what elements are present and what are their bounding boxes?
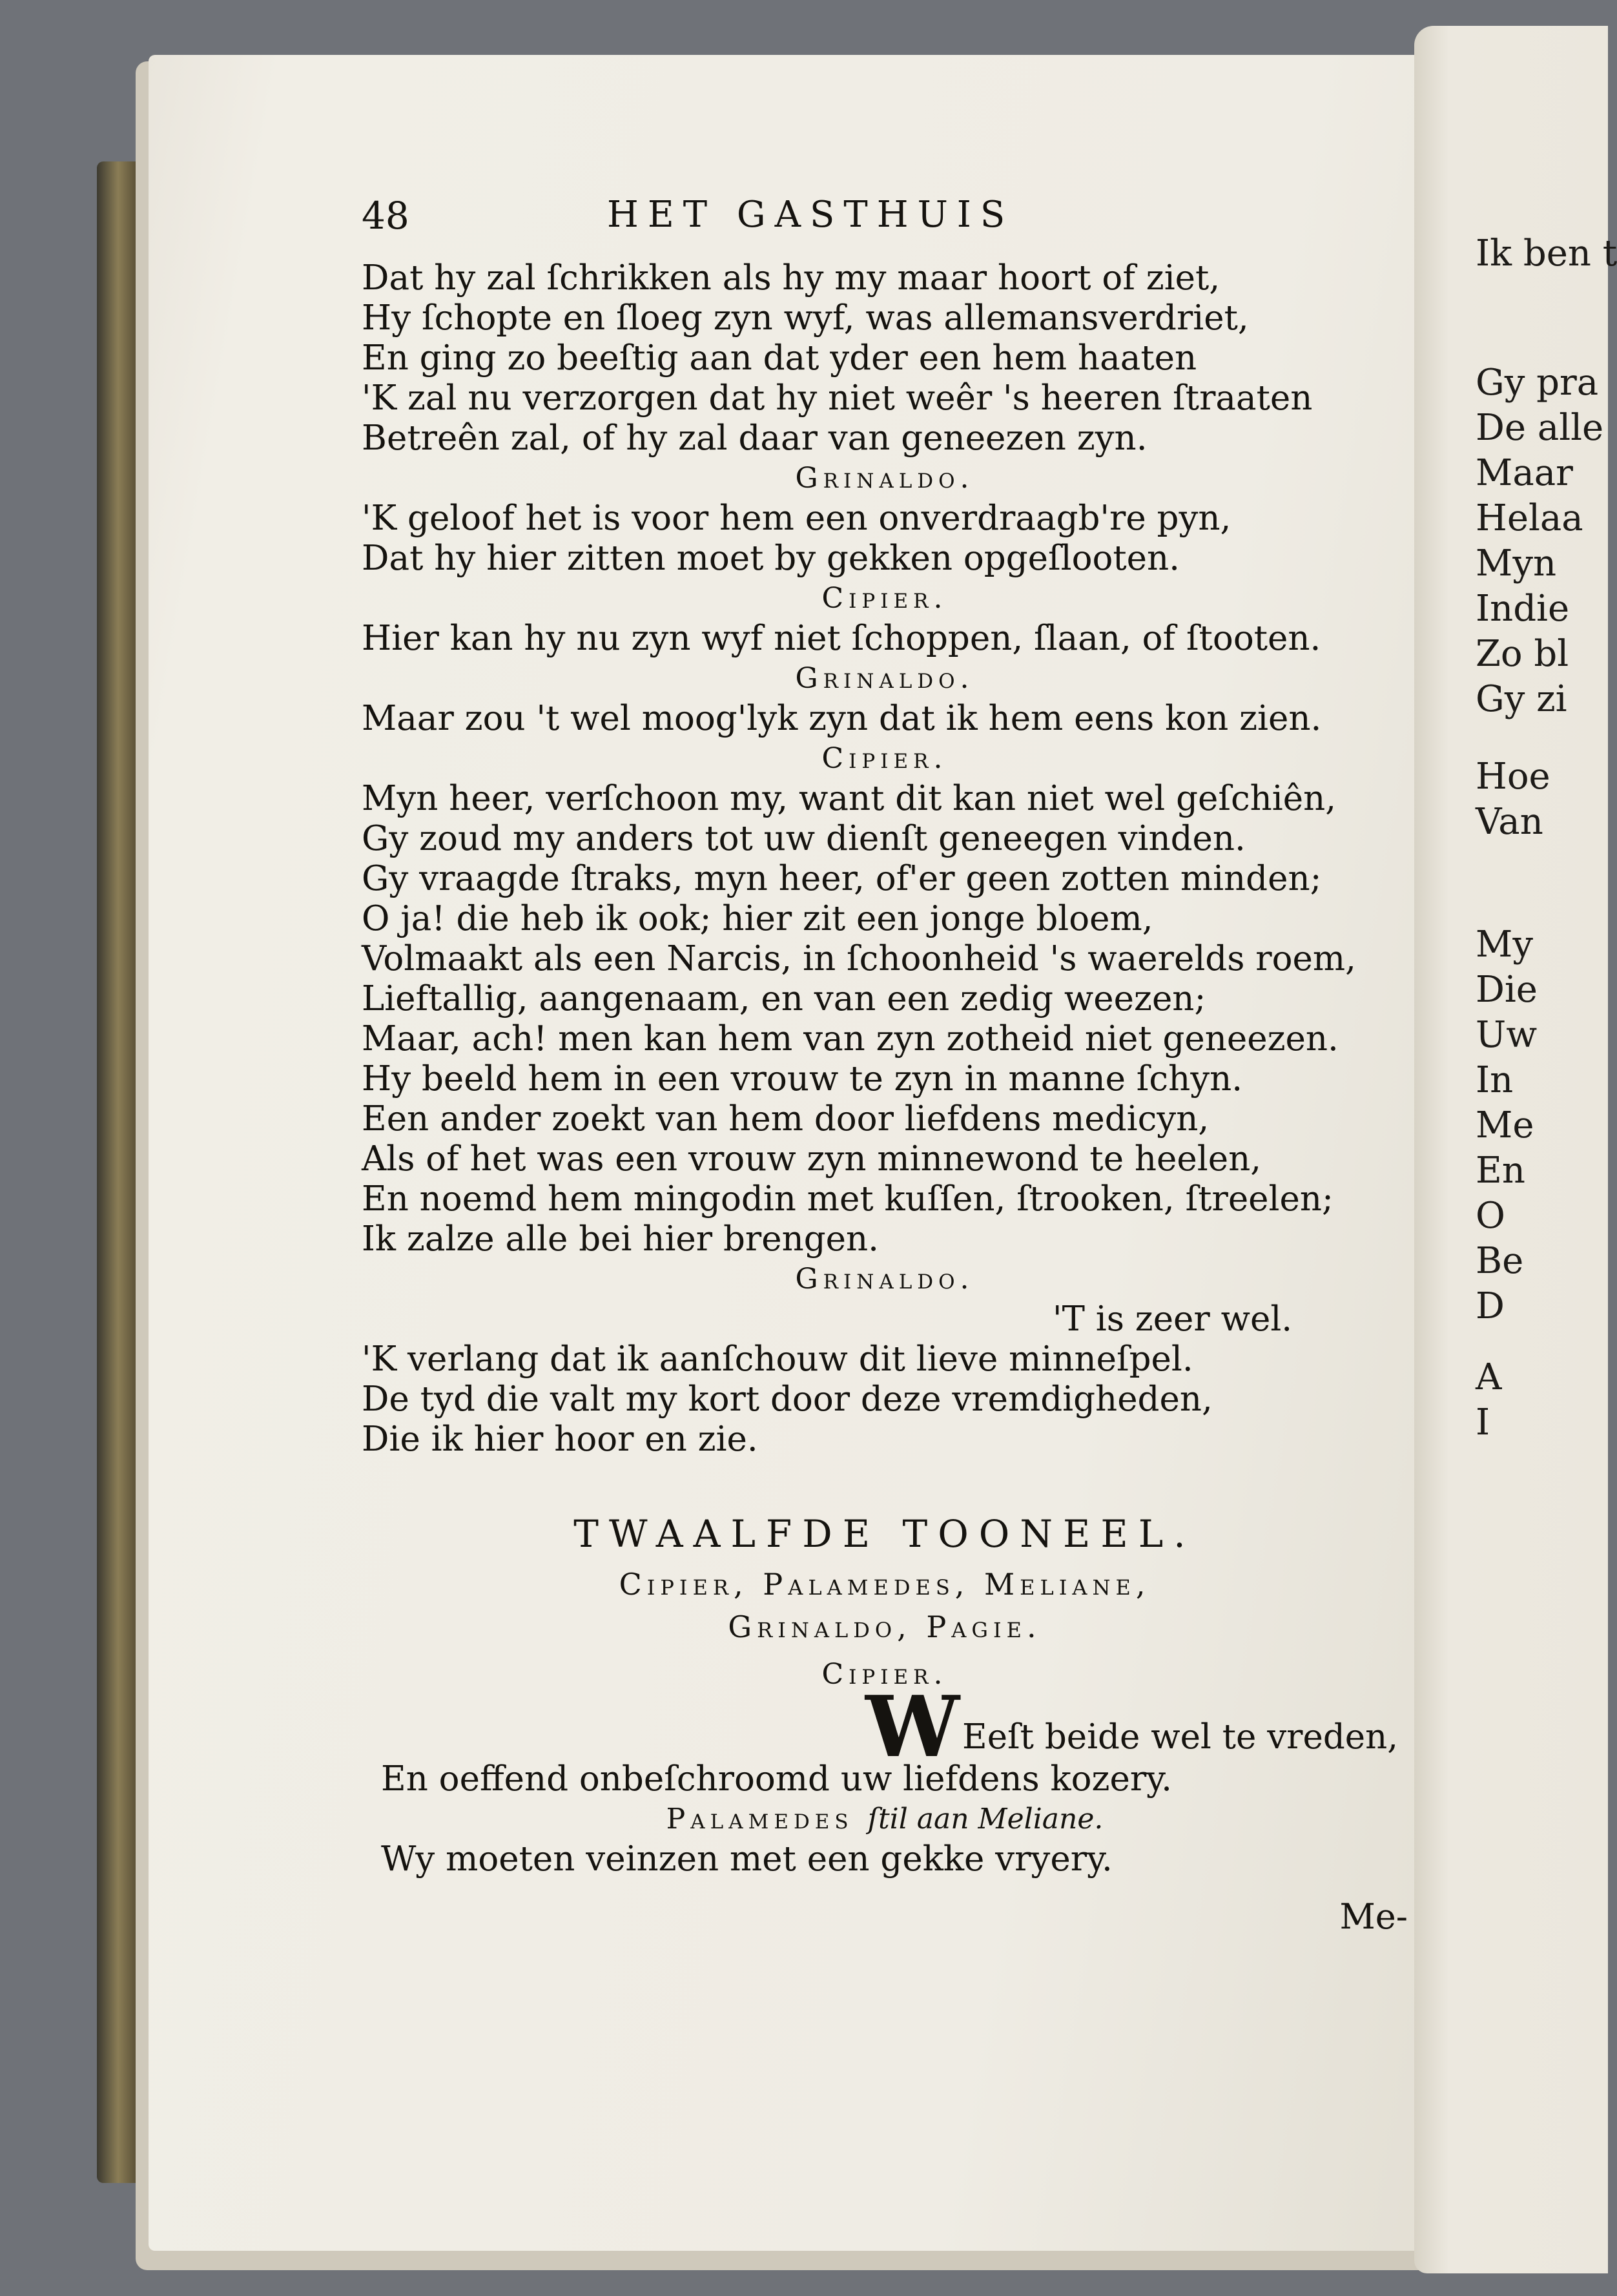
verse-line: 'K zal nu verzorgen dat hy niet weêr 's heeren ſtraaten [362,378,1313,418]
facing-line: Die [1476,969,1538,1011]
facing-line: Gy pra [1476,362,1599,404]
verse-line: Hy ſchopte en ſloeg zyn wyf, was allemansverdriet, [362,298,1249,338]
stage-direction-line [362,1799,1408,1839]
dropcap-verse-line [362,1677,1408,1776]
facing-line: Me [1476,1104,1534,1146]
verse-line: 'K geloof het is voor hem een onverdraagb're pyn, [362,499,1231,538]
book-page-right [1414,26,1617,2273]
verse-line-rest: Eeſt beide wel te vreden, [962,1717,1399,1757]
verse-line: 'T is zeer wel. [1053,1299,1293,1339]
speaker-name: Grinaldo. [795,662,974,695]
verse-line: Myn heer, verſchoon my, want dit kan niet wel geſchiên, [362,779,1337,818]
facing-line: En [1476,1150,1525,1192]
verse-line: En ging zo beeſtig aan dat yder een hem haaten [362,338,1197,378]
verse-line: Die ik hier hoor en zie. [362,1420,758,1459]
facing-line: Gy zi [1476,678,1567,720]
verse-line: Dat hy hier zitten moet by gekken opgeſlooten. [362,539,1180,578]
facing-line: Myn [1476,543,1557,584]
cast-list-line: Grinaldo, Pagie. [728,1609,1042,1644]
verse-line: Als of het was een vrouw zyn minnewond te heelen, [362,1139,1262,1179]
verse-line: En noemd hem mingodin met kuſſen, ſtrooken, ſtreelen; [362,1179,1334,1219]
verse-line: 'K verlang dat ik aanſchouw dit lieve minneſpel. [362,1339,1193,1379]
facing-line: Hoe [1476,756,1550,798]
verse-line: De tyd die valt my kort door deze vremdigheden, [362,1380,1213,1419]
verse-line: Betreên zal, of hy zal daar van geneezen zyn. [362,419,1148,458]
facing-line: Indie [1476,588,1570,630]
facing-line: In [1476,1059,1514,1101]
facing-line: O [1476,1195,1505,1237]
cast-list-line: Cipier, Palamedes, Meliane, [619,1567,1151,1602]
verse-line: Dat hy zal ſchrikken als hy my maar hoort of ziet, [362,258,1220,298]
catchword: Me- [1339,1896,1408,1937]
verse-line: Hier kan hy nu zyn wyf niet ſchoppen, ſlaan, of ſtooten. [362,619,1321,658]
verse-line: Maar zou 't wel moog'lyk zyn dat ik hem eens kon zien. [362,699,1322,738]
verse-line: En oeffend onbeſchroomd uw liefdens kozery. [381,1759,1172,1799]
speaker-name: Palamedes [666,1803,854,1836]
facing-line: Be [1476,1240,1524,1282]
page-text-block [362,187,1408,1937]
verse-line: Een ander zoekt van hem door liefdens medicyn, [362,1099,1210,1139]
drop-capital: W [865,1677,960,1776]
speaker-name: Cipier. [821,742,948,775]
verse-line: Hy beeld hem in een vrouw te zyn in manne ſchyn. [362,1059,1243,1099]
verse-line: Wy moeten veinzen met een gekke vryery. [381,1839,1113,1879]
facing-line: Van [1476,801,1543,843]
verse-line: Gy zoud my anders tot uw dienſt geneegen vinden. [362,819,1246,858]
facing-line: Uw [1476,1014,1538,1056]
stage-direction: ſtil aan Meliane. [867,1803,1104,1836]
facing-line: Zo bl [1476,633,1569,675]
verse-line: Gy vraagde ſtraks, myn heer, of'er geen zotten minden; [362,859,1322,898]
verse-line: Ik zalze alle bei hier brengen. [362,1219,879,1259]
facing-line: My [1476,924,1533,966]
verse-line: O ja! die heb ik ook; hier zit een jonge bloem, [362,899,1153,938]
verse-line: Maar, ach! men kan hem van zyn zotheid niet geneezen. [362,1019,1339,1059]
facing-line: A [1476,1356,1502,1398]
page-header [362,187,1408,258]
speaker-name: Grinaldo. [795,462,974,495]
verse-line: Lieftallig, aangenaam, en van een zedig weezen; [362,979,1206,1019]
speaker-name: Cipier. [821,582,948,615]
running-head: HET GASTHUIS [607,194,1014,236]
facing-line: I [1476,1401,1490,1443]
speaker-name: Cipier. [821,1658,948,1691]
speaker-name: Grinaldo. [795,1263,974,1296]
facing-line: D [1476,1285,1505,1327]
page-number: 48 [362,194,409,238]
facing-line: Helaa [1476,497,1583,539]
facing-line: Ik ben t [1476,233,1617,274]
facing-line: Maar [1476,452,1573,494]
facing-line: De alle [1476,407,1604,449]
scene-title: TWAALFDE TOONEEL. [573,1512,1196,1556]
verse-line: Volmaakt als een Narcis, in ſchoonheid 's waerelds roem, [362,939,1356,978]
